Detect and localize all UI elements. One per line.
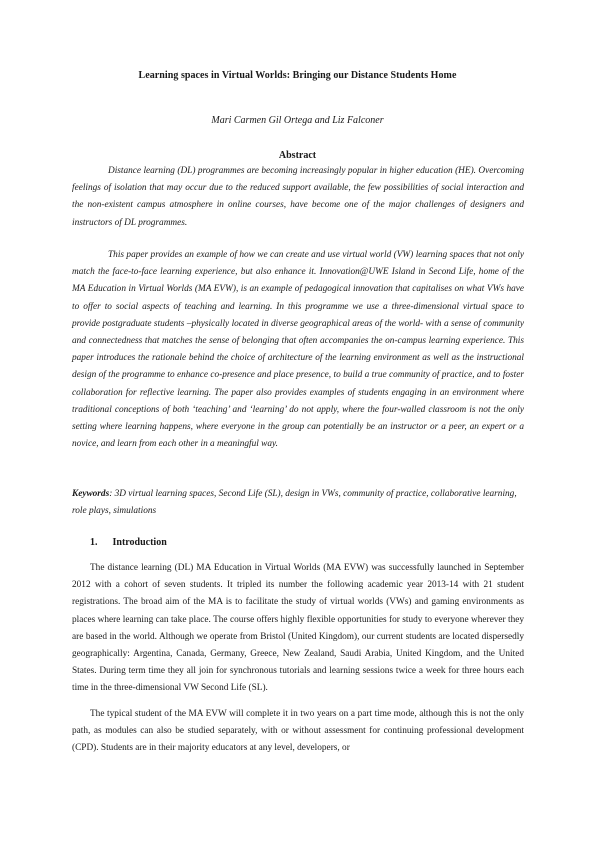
abstract-paragraph: This paper provides an example of how we can create and use virtual world (VW) learning spaces that not only match the face-to-face learning experience, but also enhance it. Innovation@UWE Island in Second Life, home of the MA Education in Virtual Worlds (MA EVW), is an example of pedagogical innovation that capitalises on what VWs have to offer to social aspects of teaching and learning. In this programme we use a three-dimensional virtual space to provide postgraduate students –physically located in diverse geographical areas of the world- with a sense of community and connectedness that matches the sense of belonging that often accompanies the on-campus learning experience. This paper introduces the rationale behind the choice of architecture of the learning environment as well as the instructional design of the programme to enhance co-presence and place presence, to build a true community of practice, and to foster collaboration for reflective learning. The paper also provides examples of students engaging in an environment where traditional conceptions of both ‘teaching’ and ‘learning’ do not apply, where the four-walled classroom is not the only setting where learning happens, where everyone in the group can potentially be an instructor or a peer, an expert or a novice, and learn from each other in a meaningful way. xyxy=(72,250,524,450)
paper-authors: Mari Carmen Gil Ortega and Liz Falconer xyxy=(211,115,384,126)
paper-title: Learning spaces in Virtual Worlds: Bringing our Distance Students Home xyxy=(138,70,457,81)
section-heading xyxy=(90,537,167,548)
keywords xyxy=(72,486,524,520)
section-number: 1. xyxy=(90,537,98,548)
keywords-label: Keywords xyxy=(72,489,110,499)
section-title: Introduction xyxy=(112,537,167,548)
body-paragraph: The distance learning (DL) MA Education in Virtual Worlds (MA EVW) was successfully launched in September 2012 with a cohort of seven students. It tripled its number the following academic year 2013-14 with 21 student registrations. The broad aim of the MA is to facilitate the study of virtual worlds (VWs) and gaming environments as places where learning can take place. The course offers highly flexible opportunities for study to everyone wherever they are based in the world. Although we operate from Bristol (United Kingdom), our current students are located dispersedly geographically: Argentina, Canada, Germany, Greece, New Zealand, Saudi Arabia, United Kingdom, and the United States. During term time they all join for synchronous tutorials and learning sessions twice a week for three hours each time in the three-dimensional VW Second Life (SL). xyxy=(72,563,524,694)
abstract-paragraph: Distance learning (DL) programmes are becoming increasingly popular in higher education (HE). Overcoming feelings of isolation that may occur due to the reduced support available, the few possibilities of social interaction and the non-existent campus atmosphere in online courses, have become one of the major challenges of designers and instructors of DL programmes. xyxy=(72,166,524,228)
body-paragraph: The typical student of the MA EVW will complete it in two years on a part time mode, although this is not the only path, as modules can also be studied separately, with or without assessment for continuing professional development (CPD). Students are in their majority educators at any level, developers, or xyxy=(72,709,524,754)
keywords-text: : 3D virtual learning spaces, Second Life (SL), design in VWs, community of practice, collaborative learning, role plays, simulations xyxy=(72,489,517,517)
abstract-heading: Abstract xyxy=(278,150,317,161)
